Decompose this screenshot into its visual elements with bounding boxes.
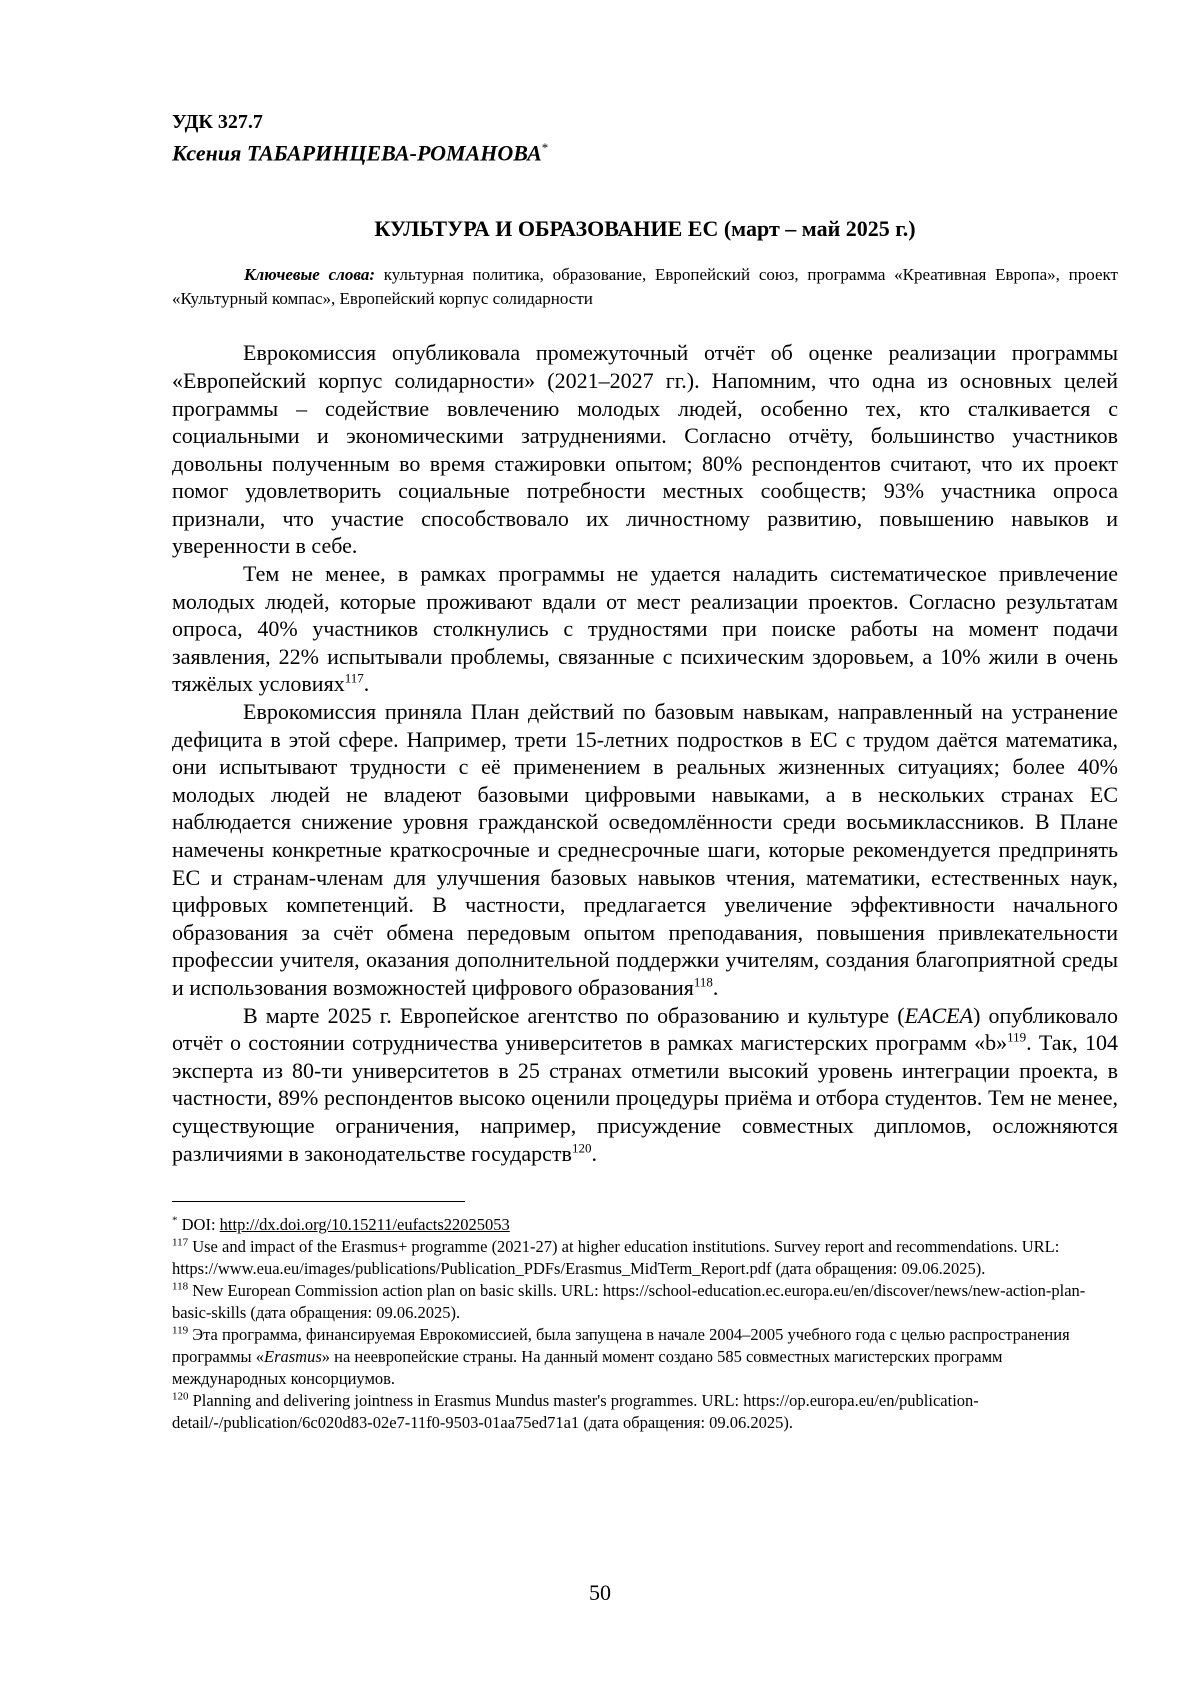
page-number: 50 (589, 1580, 611, 1605)
paragraph-4-text-c: . Так, 104 эксперта из 80-ти университетов в 25 странах отметили высокий уровень интеграции проекта, в частности, 89% респондентов высоко оценили процедуры приёма и отбора студентов. Тем не менее, существующие ограничения, например, присуждение совместных дипломов, осложняются различиями в законодательстве государств (172, 1030, 1119, 1166)
paragraph-2-end: . (363, 671, 370, 697)
footnote-ref-119[interactable]: 119 (1007, 1029, 1027, 1045)
paragraph-4 (172, 1002, 1118, 1168)
footnote-119-text-a: Эта программа, финансируемая Еврокомиссией, была запущена в начале 2004–2005 учебного года с целью распространения программы « (172, 1325, 1070, 1367)
footnote-119-mark: 119 (172, 1324, 189, 1337)
paragraph-2-text: Тем не менее, в рамках программы не удается наладить систематическое привлечение молодых людей, которые проживают вдали от мест реализации проектов. Согласно результатам опроса, 40% участников столкнулись с трудностями при поиске работы на момент подачи заявления, 22% испытывали проблемы, связанные с психическим здоровьем, а 10% жили в очень тяжёлых условиях (172, 561, 1118, 697)
paragraph-2 (172, 560, 1118, 698)
author-name (172, 134, 1118, 167)
udk-code: УДК 327.7 (172, 111, 263, 133)
footnote-ref-118[interactable]: 118 (693, 974, 713, 990)
keywords-text: культурная политика, образование, Европейский союз, программа «Креативная Европа», проект «Культурный компас», Европейский корпус солидарности (172, 265, 1118, 309)
footnote-117 (172, 1236, 1118, 1280)
doi-link[interactable]: http://dx.doi.org/10.15211/eufacts22025053 (219, 1215, 510, 1235)
paragraph-4-eacea: EACEA (904, 1002, 974, 1028)
footnote-117-mark: 117 (172, 1236, 189, 1249)
footnote-118 (172, 1280, 1118, 1324)
footnote-doi-label: DOI: (177, 1215, 220, 1235)
document-page (172, 110, 1118, 1434)
footnote-120-mark: 120 (172, 1390, 189, 1403)
footnote-divider (172, 1201, 465, 1202)
footnote-118-text: New European Commission action plan on basic skills. URL: https://school-education.ec.europa.eu/en/discover/news/new-action-plan-basic-skills (дата обращения: 09.06.2025). (172, 1281, 1086, 1323)
footnote-120 (172, 1390, 1118, 1434)
footnote-118-mark: 118 (172, 1280, 189, 1293)
footnote-119-text-b: » на неевропейские страны. На данный момент создано 585 совместных магистерских программ международных консорциумов. (172, 1347, 1003, 1389)
paragraph-1: Еврокомиссия опубликовала промежуточный отчёт об оценке реализации программы «Европейский корпус солидарности» (2021–2027 гг.). Напомним, что одна из основных целей программы – содействие вовлечению молодых людей, особенно тех, кто сталкивается с социальными и экономическими затруднениями. Согласно отчёту, большинство участников довольны полученным во время стажировки опытом; 80% респондентов считают, что их проект помог удовлетворить социальные потребности местных сообществ; 93% участника опроса признали, что участие способствовало их личностному развитию, повышению навыков и уверенности в себе. (172, 340, 1118, 559)
article-body (172, 339, 1118, 1167)
keywords (172, 263, 1118, 311)
paragraph-4-text-a: В марте 2025 г. Европейское агентство по образованию и культуре ( (243, 1002, 905, 1028)
footnote-119-erasmus: Erasmus (264, 1347, 322, 1367)
footnote-doi (172, 1214, 1118, 1236)
paragraph-4-text-b: ) опубликовало отчёт о состоянии сотрудничества университетов в рамках магистерских программ «b» (172, 1002, 1119, 1056)
paragraph-3-text: Еврокомиссия приняла План действий по базовым навыкам, направленный на устранение дефицита в этой сфере. Например, трети 15-летних подростков в ЕС с трудом даётся математика, они испытывают трудности с её применением в реальных жизненных ситуациях; более 40% молодых людей не владеют базовыми цифровыми навыками, а в нескольких странах ЕС наблюдается снижение уровня гражданской осведомлённости среди восьмиклассников. В Плане намечены конкретные краткосрочные и среднесрочные шаги, которые рекомендуется предпринять ЕС и странам-членам для улучшения базовых навыков чтения, математики, естественных наук, цифровых компетенций. В частности, предлагается увеличение эффективности начального образования за счёт обмена передовым опытом преподавания, повышения привлекательности профессии учителя, оказания дополнительной поддержки учителям, создания благоприятной среды и использования возможностей цифрового образования (172, 699, 1118, 1000)
footnote-120-text: Planning and delivering jointness in Erasmus Mundus master's programmes. URL: https://op.europa.eu/en/publication-detail/-/publication/6c020d83-02e7-11f0-9503-01aa75ed71a1 (дата обращения: 09.06.2025). (172, 1391, 979, 1433)
paragraph-3 (172, 698, 1118, 1002)
article-title: КУЛЬТУРА И ОБРАЗОВАНИЕ ЕС (март – май 2025 г.) (374, 216, 916, 242)
author-footnote-mark[interactable]: * (541, 140, 549, 155)
paragraph-3-end: . (712, 974, 719, 1000)
footnote-117-text: Use and impact of the Erasmus+ programme (2021-27) at higher education institutions. Survey report and recommendations. URL: https://www.eua.eu/images/publications/Publication_PDFs/Erasmus_MidTerm_Report.pdf (дата обращения: 09.06.2025). (172, 1237, 1060, 1279)
footnotes (172, 1201, 1118, 1434)
footnote-119 (172, 1324, 1118, 1390)
footnote-doi-mark: * (172, 1214, 178, 1227)
author-name-text: Ксения ТАБАРИНЦЕВА-РОМАНОВА (172, 140, 542, 166)
keywords-label: Ключевые слова: (244, 265, 376, 285)
footnote-ref-117[interactable]: 117 (344, 671, 364, 687)
paragraph-4-end: . (591, 1140, 597, 1166)
footnote-ref-120[interactable]: 120 (571, 1140, 592, 1156)
